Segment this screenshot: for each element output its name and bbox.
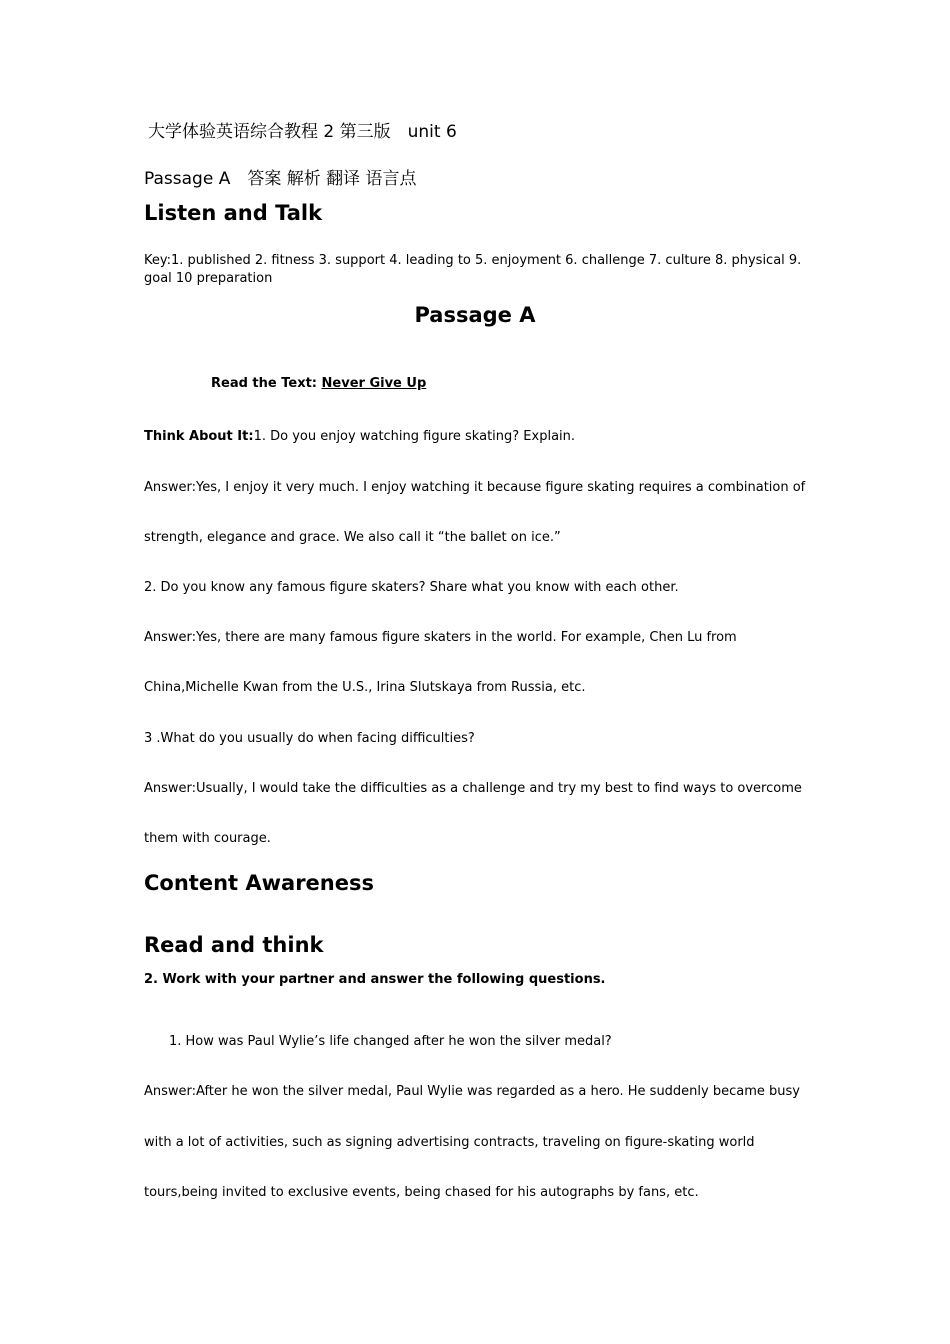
document-title: 大学体验英语综合教程 2 第三版 unit 6 [148, 122, 457, 142]
think-question-2: 2. Do you know any famous figure skaters? Share what you know with each other. [144, 580, 679, 595]
listen-talk-key: Key:1. published 2. fitness 3. support 4. leading to 5. enjoyment 6. challenge 7. culture 8. physical 9. goal 10 preparation [144, 253, 802, 286]
listen-talk-heading: Listen and Talk [144, 201, 323, 225]
think-answer-1-line-1: Answer:Yes, I enjoy it very much. I enjoy watching it because figure skating requires a combination of [144, 480, 806, 495]
read-think-answer-1-line-3: tours,being invited to exclusive events, being chased for his autographs by fans, etc. [144, 1185, 699, 1200]
think-answer-2-line-2: China,Michelle Kwan from the U.S., Irina Slutskaya from Russia, etc. [144, 680, 586, 695]
think-answer-2-line-1: Answer:Yes, there are many famous figure skaters in the world. For example, Chen Lu from [144, 630, 737, 645]
read-think-heading: Read and think [144, 933, 324, 957]
read-text-title-link[interactable]: Never Give Up [321, 376, 427, 391]
think-answer-3-line-2: them with courage. [144, 831, 271, 846]
think-answer-1-line-2: strength, elegance and grace. We also call it “the ballet on ice.” [144, 530, 561, 545]
read-think-instruction: 2. Work with your partner and answer the following questions. [144, 972, 606, 987]
document-subtitle: Passage A 答案 解析 翻译 语言点 [144, 169, 417, 189]
content-awareness-heading: Content Awareness [144, 871, 374, 895]
read-text-line [211, 376, 426, 391]
read-text-label: Read the Text: [211, 376, 322, 391]
think-about-it-line [144, 429, 575, 444]
read-think-question-1: 1. How was Paul Wylie’s life changed after he won the silver medal? [169, 1034, 612, 1049]
read-think-answer-1-line-2: with a lot of activities, such as signing advertising contracts, traveling on figure-skating world [144, 1135, 755, 1150]
read-think-answer-1-line-1: Answer:After he won the silver medal, Paul Wylie was regarded as a hero. He suddenly became busy [144, 1084, 800, 1099]
think-question-3: 3 .What do you usually do when facing difficulties? [144, 731, 475, 746]
passage-heading: Passage A [414, 303, 536, 327]
think-about-it-label: Think About It: [144, 429, 254, 444]
think-answer-3-line-1: Answer:Usually, I would take the difficulties as a challenge and try my best to find ways to overcome [144, 781, 802, 796]
think-question-1: 1. Do you enjoy watching figure skating? Explain. [253, 429, 576, 444]
